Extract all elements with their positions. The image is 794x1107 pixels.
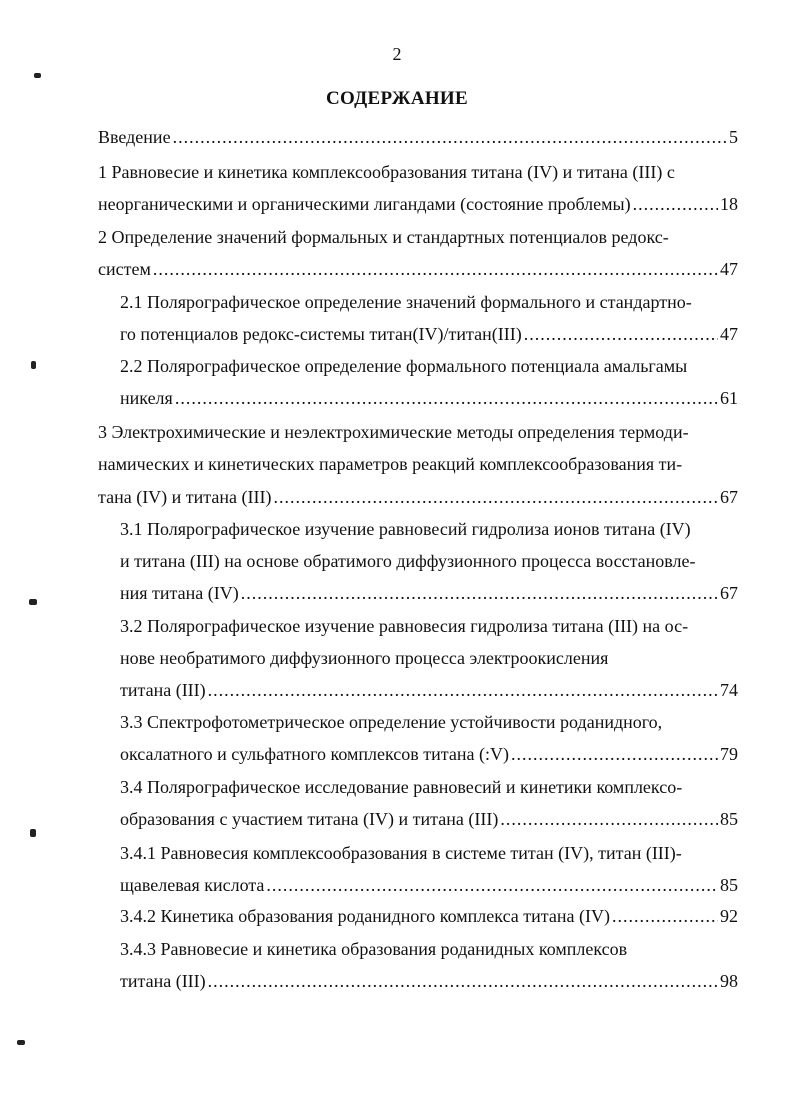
scan-artifact bbox=[31, 361, 36, 369]
toc-entry-line: нове необратимого диффузионного процесса электроокисления bbox=[120, 648, 609, 668]
toc-entry-chapter-2[interactable] bbox=[98, 256, 738, 282]
toc-entry-chapter-1[interactable] bbox=[98, 191, 738, 217]
toc-page-number: 74 bbox=[720, 680, 738, 700]
toc-page-number: 47 bbox=[720, 259, 738, 279]
toc-page-number: 98 bbox=[720, 971, 738, 991]
toc-entry-chapter-3[interactable] bbox=[98, 484, 738, 510]
toc-entry-line: 2.2 Полярографическое определение формального потенциала амальгамы bbox=[120, 356, 688, 376]
dot-leader bbox=[208, 677, 718, 703]
toc-entry-section-3-1[interactable] bbox=[120, 580, 738, 606]
toc-entry-line: 3.3 Спектрофотометрическое определение устойчивости роданидного, bbox=[120, 712, 663, 732]
toc-entry-text: образования с участием титана (IV) и титана (III) bbox=[120, 809, 499, 829]
dot-leader bbox=[208, 968, 718, 994]
dot-leader bbox=[273, 484, 718, 510]
toc-entry-line: 3.4.3 Равновесие и кинетика образования роданидных комплексов bbox=[120, 939, 628, 959]
dot-leader bbox=[173, 124, 727, 150]
toc-entry-text: неорганическими и органическими лигандами (состояние проблемы) bbox=[98, 194, 631, 214]
toc-entry-line: 3.4 Полярографическое исследование равновесий и кинетики комплексо- bbox=[120, 777, 683, 797]
toc-entry-section-2-2[interactable] bbox=[120, 385, 738, 411]
toc-entry-line: 3.1 Полярографическое изучение равновесий гидролиза ионов титана (IV) bbox=[120, 519, 691, 539]
toc-page-number: 47 bbox=[720, 324, 738, 344]
toc-entry-line: 2 Определение значений формальных и стандартных потенциалов редокс- bbox=[98, 227, 669, 247]
toc-page-number: 61 bbox=[720, 388, 738, 408]
toc-page-number: 5 bbox=[729, 127, 738, 147]
dot-leader bbox=[266, 872, 718, 898]
toc-entry-line: 3 Электрохимические и неэлектрохимические методы определения термоди- bbox=[98, 422, 689, 442]
toc-entry-line: 1 Равновесие и кинетика комплексообразования титана (IV) и титана (III) с bbox=[98, 162, 675, 182]
dot-leader bbox=[153, 256, 718, 282]
dot-leader bbox=[500, 806, 718, 832]
toc-page-number: 18 bbox=[720, 194, 738, 214]
toc-page-number: 67 bbox=[720, 487, 738, 507]
toc-entry-text: оксалатного и сульфатного комплексов титана (:V) bbox=[120, 744, 509, 764]
page-number: 2 bbox=[392, 44, 402, 64]
dot-leader bbox=[633, 191, 718, 217]
toc-entry-text: титана (III) bbox=[120, 680, 206, 700]
toc-entry-line: 3.4.1 Равновесия комплексообразования в системе титан (IV), титан (III)- bbox=[120, 843, 682, 863]
toc-page-number: 85 bbox=[720, 875, 738, 895]
toc-entry-text: титана (III) bbox=[120, 971, 206, 991]
toc-entry-line: и титана (III) на основе обратимого диффузионного процесса восстановле- bbox=[120, 551, 696, 571]
dot-leader bbox=[511, 741, 718, 767]
dot-leader bbox=[175, 385, 718, 411]
toc-entry-introduction[interactable] bbox=[98, 124, 738, 150]
toc-entry-text: Введение bbox=[98, 127, 171, 147]
toc-entry-line: намических и кинетических параметров реакций комплексообразования ти- bbox=[98, 454, 683, 474]
toc-entry-line: 2.1 Полярографическое определение значений формального и стандартно- bbox=[120, 292, 692, 312]
toc-page-number: 92 bbox=[720, 906, 738, 926]
toc-page-number: 67 bbox=[720, 583, 738, 603]
toc-entry-section-2-1[interactable] bbox=[120, 321, 738, 347]
dot-leader bbox=[524, 321, 718, 347]
scan-artifact bbox=[29, 599, 37, 605]
toc-entry-section-3-2[interactable] bbox=[120, 677, 738, 703]
toc-page-number: 85 bbox=[720, 809, 738, 829]
toc-entry-section-3-4-1[interactable] bbox=[120, 872, 738, 898]
toc-entry-text: го потенциалов редокс-системы титан(IV)/титан(III) bbox=[120, 324, 522, 344]
toc-entry-section-3-4-2[interactable] bbox=[120, 903, 738, 929]
toc-entry-line: 3.2 Полярографическое изучение равновесия гидролиза титана (III) на ос- bbox=[120, 616, 689, 636]
scan-artifact bbox=[17, 1040, 25, 1045]
dot-leader bbox=[241, 580, 718, 606]
toc-entry-text: ния титана (IV) bbox=[120, 583, 239, 603]
toc-page-number: 79 bbox=[720, 744, 738, 764]
dot-leader bbox=[612, 903, 718, 929]
toc-entry-text: никеля bbox=[120, 388, 173, 408]
toc-entry-section-3-4[interactable] bbox=[120, 806, 738, 832]
toc-entry-text: систем bbox=[98, 259, 151, 279]
toc-entry-text: тана (IV) и титана (III) bbox=[98, 487, 272, 507]
scan-artifact bbox=[30, 829, 36, 837]
scan-artifact bbox=[34, 73, 41, 78]
page-title: СОДЕРЖАНИЕ bbox=[326, 88, 468, 109]
toc-entry-text: щавелевая кислота bbox=[120, 875, 265, 895]
toc-entry-section-3-3[interactable] bbox=[120, 741, 738, 767]
toc-entry-text: 3.4.2 Кинетика образования роданидного комплекса титана (IV) bbox=[120, 906, 610, 926]
toc-entry-section-3-4-3[interactable] bbox=[120, 968, 738, 994]
